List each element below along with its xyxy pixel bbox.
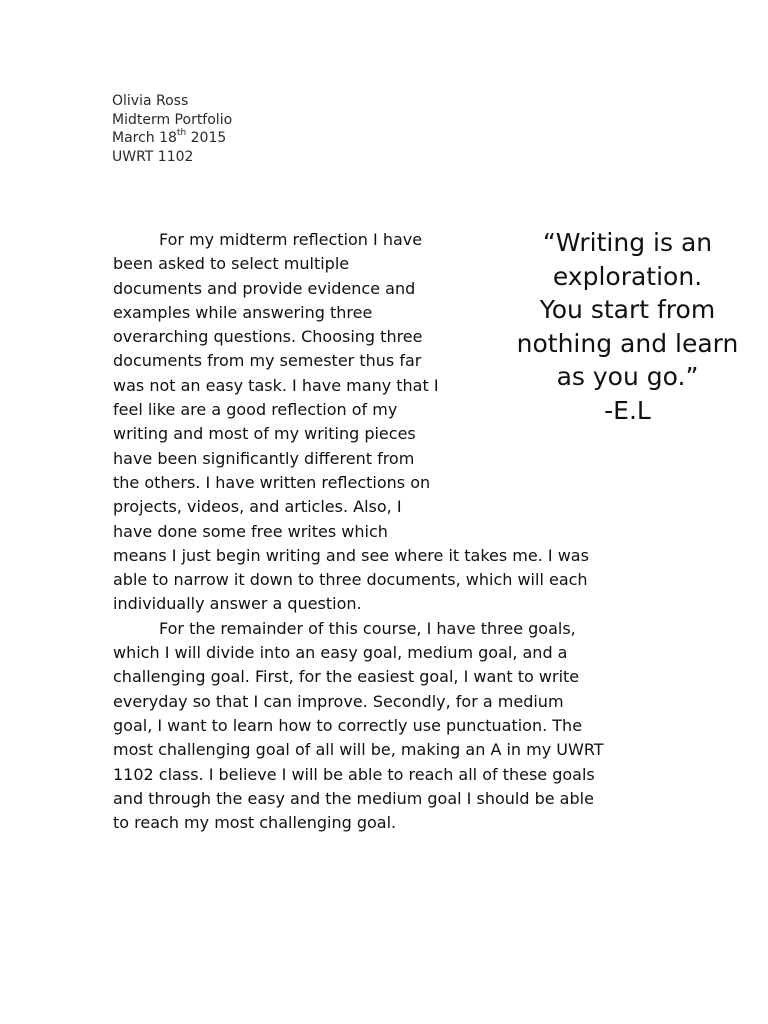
- body-line: the others. I have written reflections on: [113, 472, 431, 492]
- body-line: was not an easy task. I have many that I: [113, 375, 439, 395]
- body-line: individually answer a question.: [113, 594, 362, 614]
- quote-line: nothing and learn: [516, 328, 739, 358]
- body-line: to reach my most challenging goal.: [113, 813, 397, 833]
- quote-attribution: -E.L: [604, 395, 651, 425]
- document-title: Midterm Portfolio: [112, 111, 233, 128]
- body-line: have been significantly different from: [113, 448, 415, 468]
- body-line: everyday so that I can improve. Secondly, for a medium: [113, 691, 564, 711]
- body-line: For my midterm reflection I have: [159, 230, 423, 249]
- body-line: and through the easy and the medium goal I should be able: [113, 788, 594, 808]
- body-line: have done some free writes which: [113, 521, 388, 541]
- quote-line: as you go.”: [556, 362, 699, 391]
- course-code: UWRT 1102: [112, 148, 194, 165]
- body-line: feel like are a good reflection of my: [113, 400, 398, 420]
- body-line: writing and most of my writing pieces: [113, 424, 416, 444]
- document-header: [112, 92, 232, 166]
- essay-body: [113, 228, 604, 835]
- body-line: most challenging goal of all will be, making an A in my UWRT: [113, 740, 604, 760]
- body-line: challenging goal. First, for the easiest goal, I want to write: [113, 667, 580, 687]
- body-line: For the remainder of this course, I have three goals,: [159, 618, 576, 638]
- body-line: 1102 class. I believe I will be able to reach all of these goals: [113, 764, 595, 784]
- quote-line: “Writing is an: [542, 228, 713, 257]
- body-line: means I just begin writing and see where it takes me. I was: [113, 545, 589, 565]
- body-line: overarching questions. Choosing three: [113, 327, 423, 347]
- author-name: Olivia Ross: [112, 93, 189, 109]
- body-line: which I will divide into an easy goal, medium goal, and a: [113, 643, 568, 663]
- body-line: documents from my semester thus far: [113, 351, 422, 371]
- quote-line: exploration.: [552, 261, 703, 291]
- body-line: able to narrow it down to three documents, which will each: [113, 570, 588, 590]
- date-year: 2015: [186, 130, 227, 146]
- body-line: goal, I want to learn how to correctly use punctuation. The: [113, 715, 583, 735]
- document-date: [112, 129, 232, 148]
- quote-line: You start from: [539, 295, 716, 324]
- body-line: documents and provide evidence and: [113, 278, 416, 298]
- body-line: projects, videos, and articles. Also, I: [113, 497, 402, 517]
- body-line: been asked to select multiple: [113, 254, 350, 274]
- body-line: examples while answering three: [113, 302, 373, 322]
- date-suffix: th: [176, 128, 187, 139]
- date-prefix: March 18: [112, 130, 177, 146]
